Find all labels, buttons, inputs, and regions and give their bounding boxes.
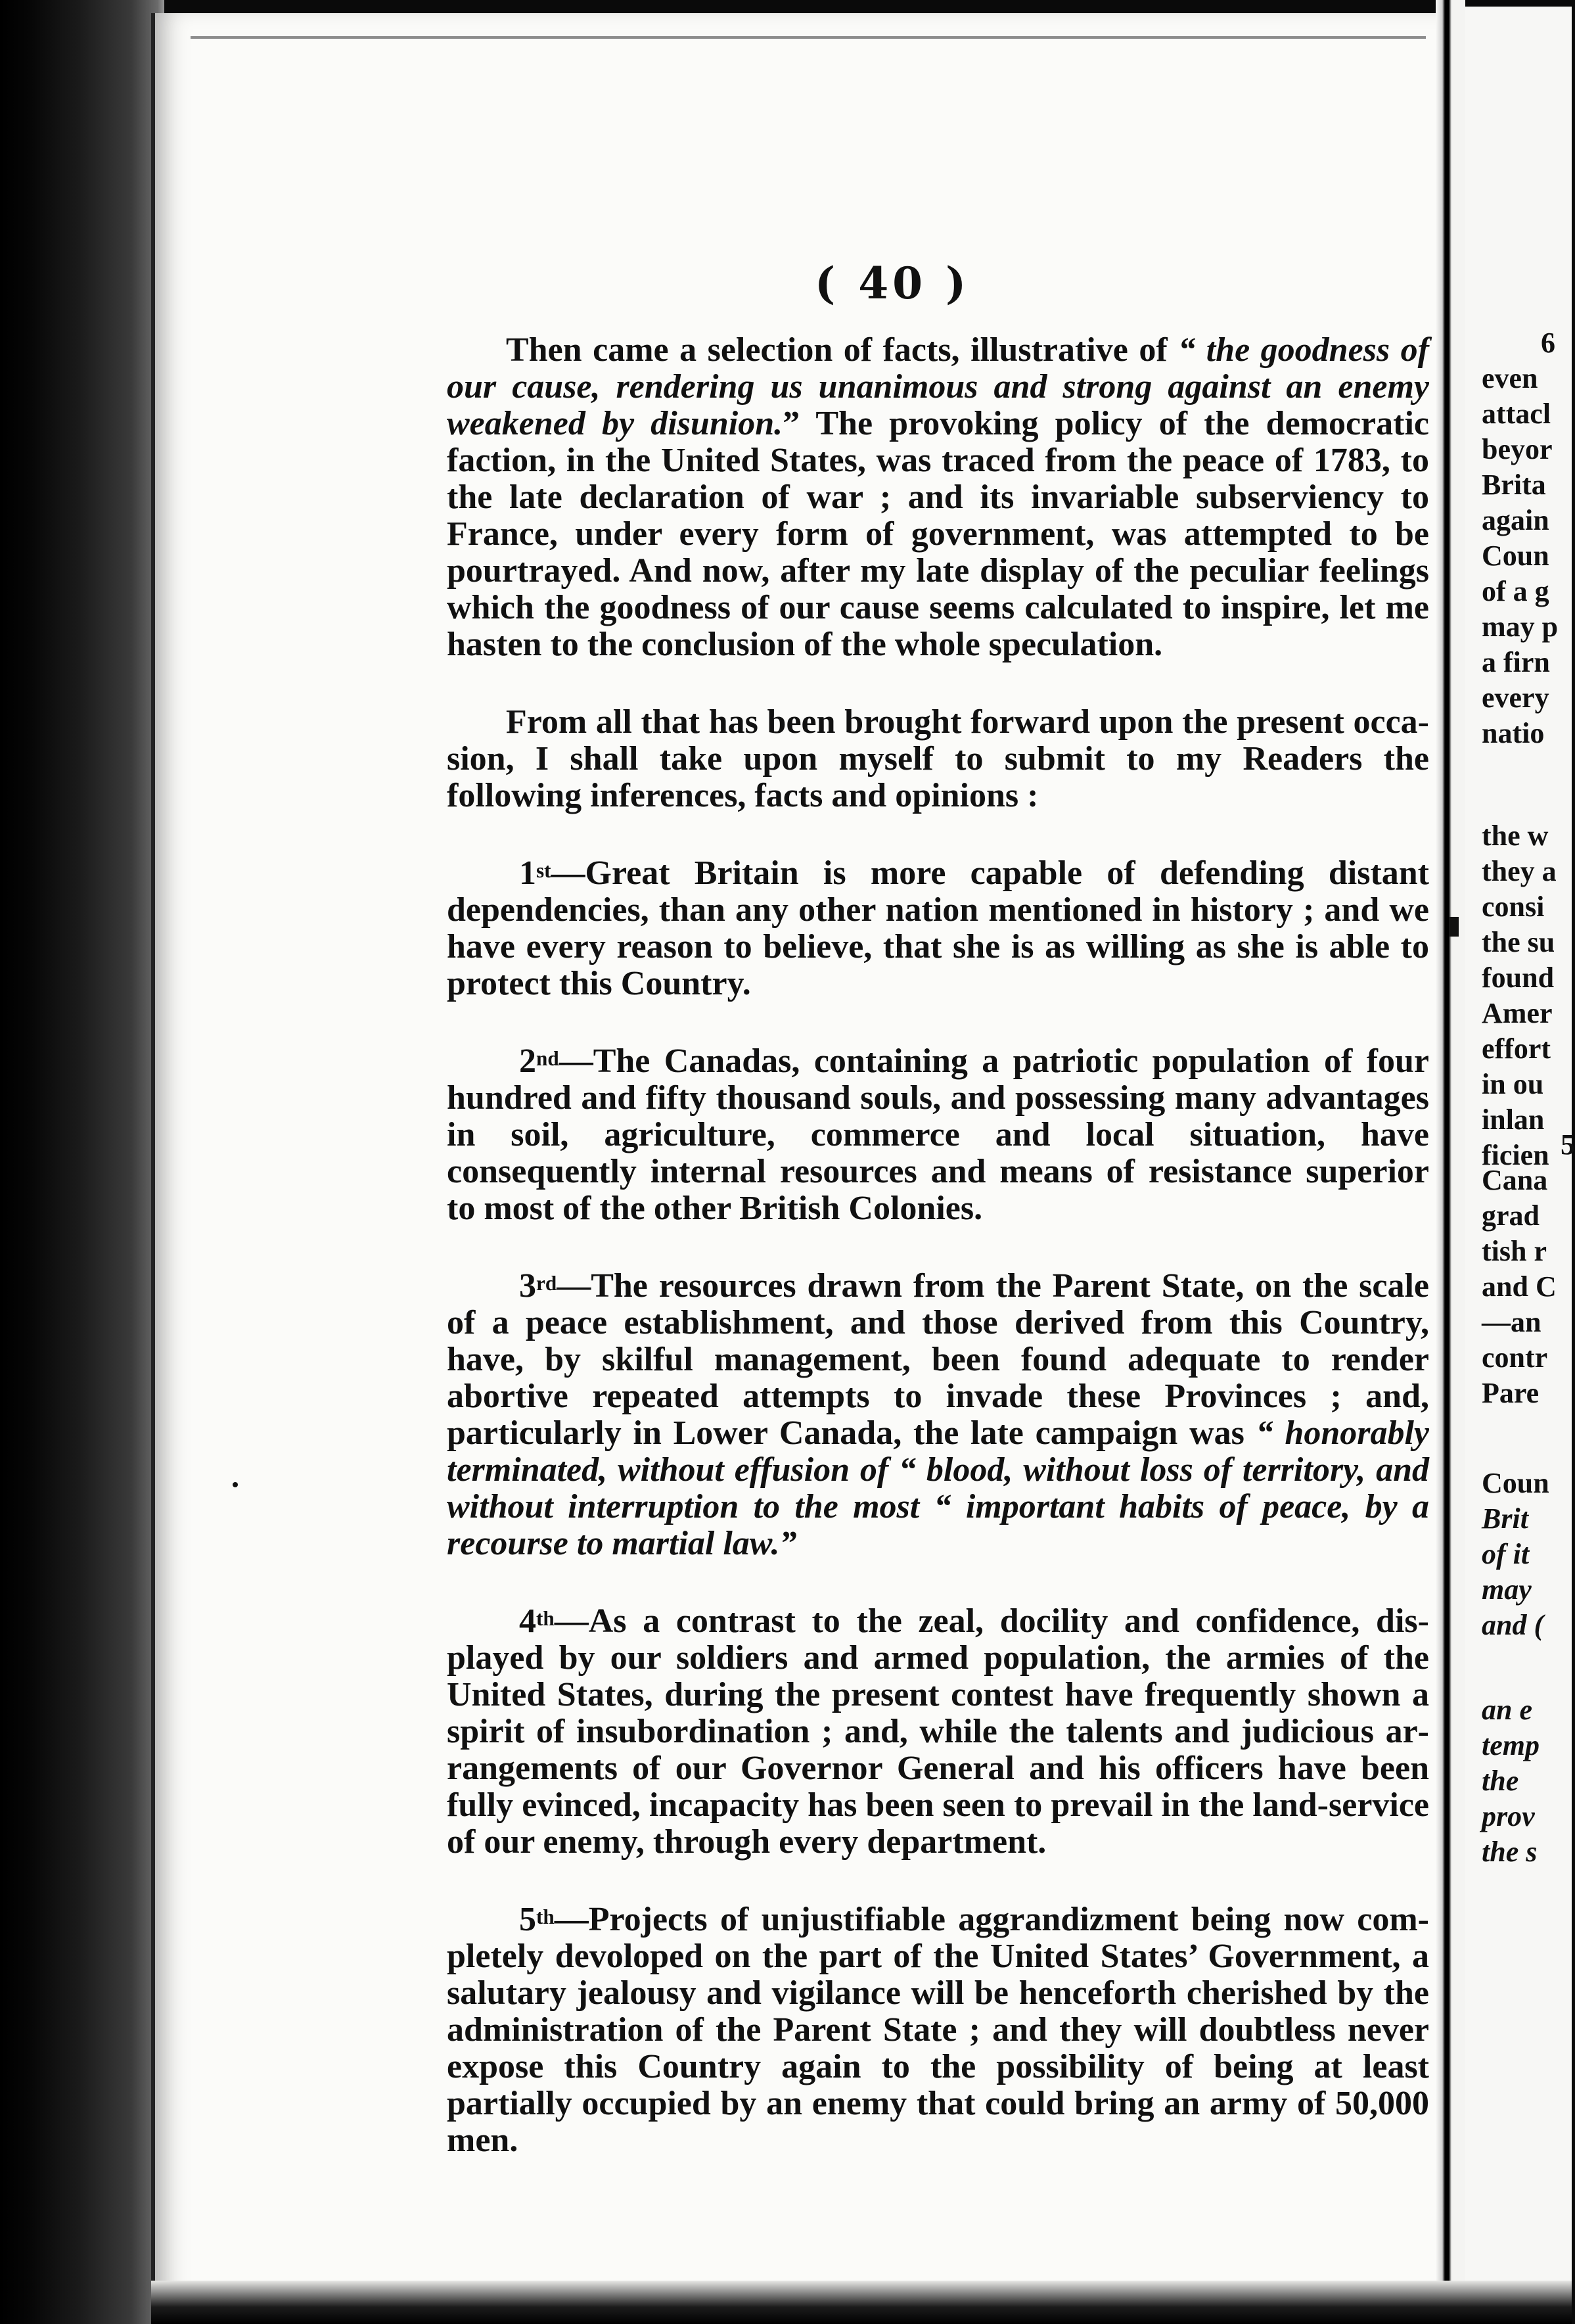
item-text: —Great Britain is more capable of defending distant dependencies, than any other nation mentioned in history ; and we have every reason to believe, that she is as willing as she is able to protect this Country. — [447, 854, 1429, 1002]
item-text: —The Canadas, containing a patriotic population of four hundred and fifty thousand souls, and possessing many advantages in soil, agriculture, commerce and local situation, have consequently internal resources and means of resistance superior to most of the other British Colonies. — [447, 1042, 1429, 1227]
item-quote: “ honorably terminated, without effusion of “ blood, without loss of territory, and without interruption to the most “ important habits of peace, by a recourse to martial law.” — [447, 1414, 1429, 1562]
facing-line: Cana — [1482, 1164, 1548, 1196]
facing-line: may — [1482, 1573, 1532, 1606]
facing-line: grad — [1482, 1199, 1540, 1232]
page-number: ( 40 ) — [815, 258, 970, 309]
facing-line: and ( — [1482, 1609, 1544, 1641]
facing-line: an e — [1482, 1694, 1532, 1726]
facing-line: Brita — [1482, 469, 1546, 501]
facing-line: the w — [1482, 820, 1549, 852]
inference-item-4 — [447, 1603, 1429, 1861]
facing-line: Pare — [1482, 1377, 1540, 1409]
scan-bottom-edge — [151, 2281, 1572, 2324]
facing-page-column-mid — [1482, 818, 1557, 1173]
page-body — [447, 332, 1429, 2200]
paragraph-1-quote: “ the goodness of our cause, rendering us unanimous and strong against an enemy weakened by disunion. — [447, 331, 1429, 442]
facing-line: attacl — [1482, 398, 1551, 430]
facing-line: beyor — [1482, 433, 1553, 465]
facing-line: of a g — [1482, 575, 1549, 607]
item-ordinal: 3 — [519, 1267, 536, 1305]
facing-line: 5 — [1561, 1128, 1575, 1161]
item-text: —As a contrast to the zeal, docility and confidence, displayed by our soldiers and armed population, the armies of the United States, during the present contest have frequently shown a spirit of insubordination ; and, while the talents and judicious arrangements of our Governor General and his officers have been fully evinced, incapacity has been seen to prevail in the land-service of our enemy, through every department. — [447, 1602, 1429, 1861]
item-ordinal-suffix: th — [536, 1905, 555, 1928]
facing-line: of it — [1482, 1538, 1530, 1570]
gutter-mark — [1449, 917, 1459, 937]
facing-page-column-italic-1 — [1482, 1466, 1549, 1643]
paragraph-1-rest: ” The provoking policy of the democratic faction, in the United States, was traced from the peace of 1783, to the late declaration of war ; and its invariable subserviency to France, under every form of government, was attempted to be pourtrayed. And now, after my late display of the peculiar feelings which the goodness of our cause seems calculated to inspire, let me hasten to the conclusion of the whole speculation. — [447, 405, 1429, 663]
facing-line: the — [1482, 1765, 1519, 1797]
facing-line: Coun — [1482, 540, 1549, 572]
facing-line: again — [1482, 504, 1549, 536]
item-ordinal: 4 — [519, 1602, 536, 1640]
facing-line: the s — [1482, 1836, 1538, 1868]
facing-line: Brit — [1482, 1502, 1528, 1535]
facing-line: in ou — [1482, 1068, 1544, 1100]
item-ordinal-suffix: th — [536, 1607, 555, 1630]
inference-item-3 — [447, 1268, 1429, 1562]
facing-line: Coun — [1482, 1467, 1549, 1499]
item-ordinal: 5 — [519, 1901, 536, 1938]
paragraph-1-intro: Then came a selection of facts, illustrative of — [506, 331, 1179, 369]
item-text: —Projects of unjustifiable aggrandizment being now completely devoloped on the part of the United States’ Government, a salutary jealousy and vigilance will be henceforth cherished by the administration of the Parent State ; and they will doubtless never expose this Country again to the possibility of being at least partially occupied by an enemy that could bring an army of 50,000 men. — [447, 1901, 1429, 2159]
facing-line: consi — [1482, 891, 1545, 923]
item-ordinal: 1 — [519, 854, 536, 892]
facing-line: they a — [1482, 855, 1557, 887]
facing-line: every — [1482, 682, 1549, 714]
item-text: —The resources drawn from the Parent State, on the scale of a peace establishment, and those derived from this Country, have, by skilful management, been found adequate to render abortive repeated attempts to invade these Provinces ; and, particularly in Lower Canada, the late campaign was — [447, 1267, 1429, 1452]
inference-item-5 — [447, 1901, 1429, 2159]
facing-page-column-italic-2 — [1482, 1692, 1540, 1870]
margin-speck — [233, 1482, 238, 1487]
facing-page-column-low — [1482, 1127, 1575, 1411]
facing-line: ficien — [1482, 1139, 1549, 1171]
item-ordinal-suffix: rd — [536, 1272, 557, 1295]
inference-item-2 — [447, 1043, 1429, 1227]
facing-line: effort — [1482, 1033, 1551, 1065]
facing-line: found — [1482, 962, 1555, 994]
book-gutter — [1436, 0, 1465, 2324]
facing-line: may p — [1482, 611, 1559, 643]
facing-line: contr — [1482, 1341, 1548, 1374]
page-top-rule — [191, 36, 1426, 39]
facing-line: and C — [1482, 1270, 1557, 1303]
facing-line: —an — [1482, 1306, 1541, 1338]
facing-page-column-top — [1482, 325, 1558, 751]
item-ordinal: 2 — [519, 1042, 536, 1080]
item-ordinal-suffix: st — [536, 859, 551, 882]
inference-item-1 — [447, 855, 1429, 1002]
paragraph-2: From all that has been brought forward upon the present occasion, I shall take upon myself to submit to my Readers the following inferences, facts and opinions : — [447, 703, 1429, 814]
facing-line: the su — [1482, 926, 1555, 958]
item-ordinal-suffix: nd — [536, 1047, 559, 1070]
facing-line: temp — [1482, 1729, 1540, 1761]
facing-line: a firn — [1482, 646, 1550, 678]
facing-line: Amer — [1482, 997, 1553, 1029]
facing-line: natio — [1482, 717, 1545, 749]
paragraph-1 — [447, 332, 1429, 663]
scan-left-edge — [0, 0, 164, 2324]
facing-line: tish r — [1482, 1235, 1547, 1267]
facing-line: even — [1482, 362, 1538, 394]
facing-line: prov — [1482, 1800, 1535, 1832]
facing-line: inlan — [1482, 1104, 1545, 1136]
facing-line: 6 — [1541, 327, 1555, 359]
